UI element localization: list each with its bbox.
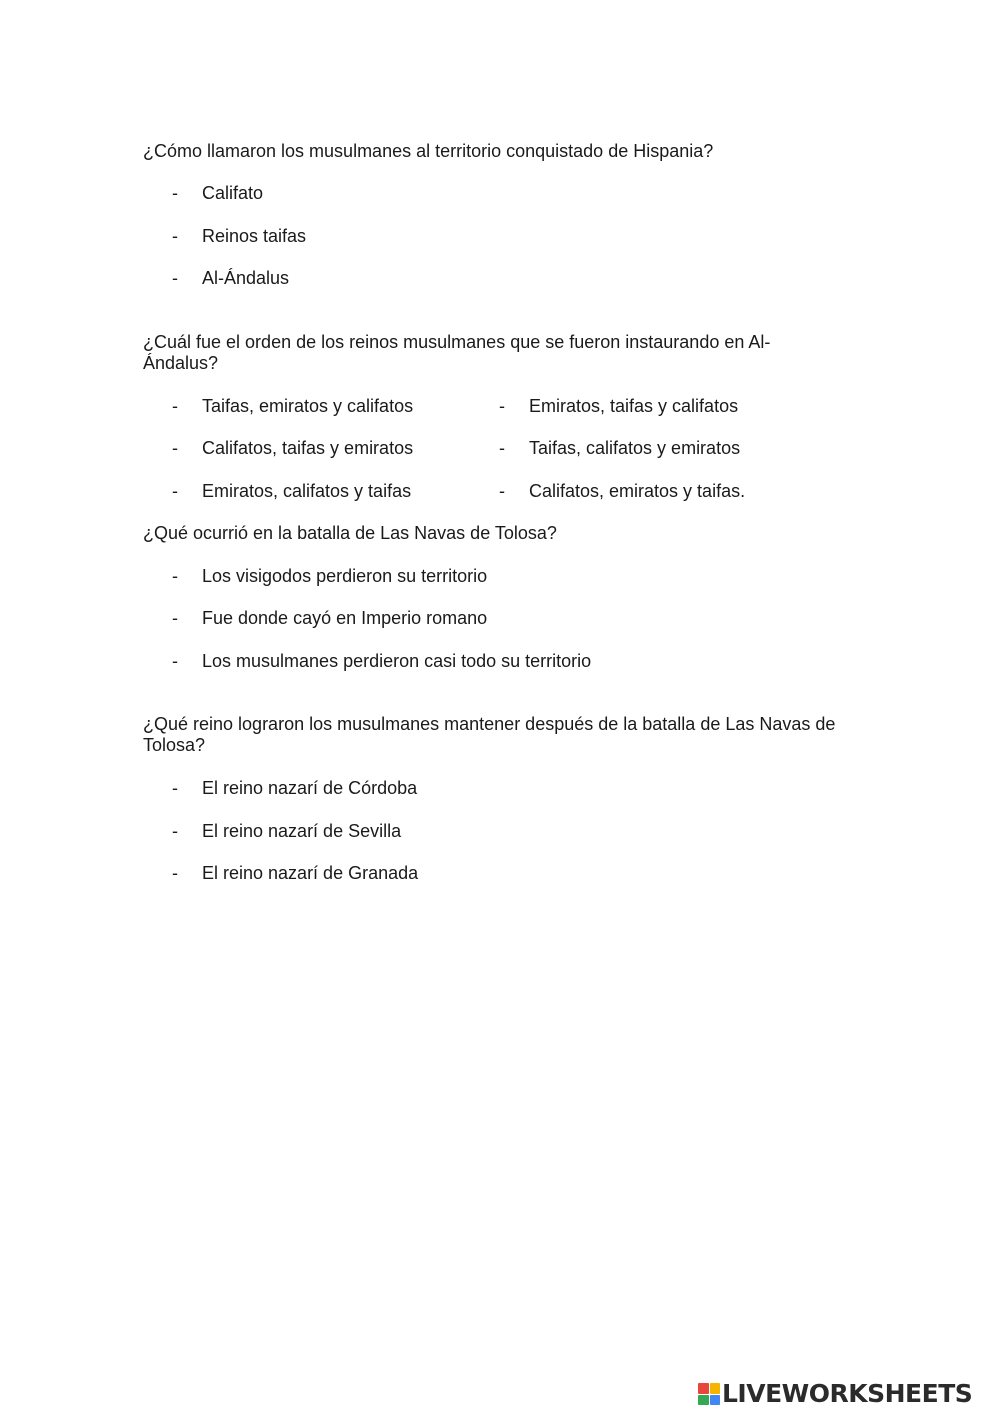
option-label: Califatos, taifas y emiratos xyxy=(202,438,414,458)
logo-text: LIVEWORKSHEETS xyxy=(722,1379,973,1408)
bullet-dash: - xyxy=(172,183,178,203)
option-label: Califato xyxy=(202,183,264,203)
question-3: ¿Qué ocurrió en la batalla de Las Navas de Tolosa? xyxy=(143,523,557,543)
bullet-dash: - xyxy=(172,268,178,288)
option-label: Fue donde cayó en Imperio romano xyxy=(202,608,488,628)
option-label: Taifas, emiratos y califatos xyxy=(202,396,414,416)
option-label: Los visigodos perdieron su territorio xyxy=(202,566,488,586)
liveworksheets-logo[interactable] xyxy=(698,1379,972,1409)
question-2 xyxy=(143,332,863,374)
question-1: ¿Cómo llamaron los musulmanes al territorio conquistado de Hispania? xyxy=(143,141,714,161)
bullet-dash: - xyxy=(172,438,178,458)
bullet-dash: - xyxy=(172,608,178,628)
question-2-line-1: ¿Cuál fue el orden de los reinos musulmanes que se fueron instaurando en Al- xyxy=(143,332,771,352)
option-label: Al-Ándalus xyxy=(202,268,290,288)
question-2-line-2: Ándalus? xyxy=(143,353,219,373)
bullet-dash: - xyxy=(172,778,178,798)
bullet-dash: - xyxy=(172,226,178,246)
option-label: Los musulmanes perdieron casi todo su territorio xyxy=(202,651,592,671)
bullet-dash: - xyxy=(172,863,178,883)
question-4-line-2: Tolosa? xyxy=(143,735,206,755)
option-label: Emiratos, taifas y califatos xyxy=(529,396,739,416)
bullet-dash: - xyxy=(499,396,505,416)
option-label: El reino nazarí de Córdoba xyxy=(202,778,418,798)
question-4-line-1: ¿Qué reino lograron los musulmanes mantener después de la batalla de Las Navas de xyxy=(143,714,836,734)
logo-square-red xyxy=(698,1383,709,1394)
option-label: El reino nazarí de Granada xyxy=(202,863,419,883)
option-label: El reino nazarí de Sevilla xyxy=(202,821,402,841)
logo-square-yellow xyxy=(710,1383,721,1394)
bullet-dash: - xyxy=(172,566,178,586)
option-label: Emiratos, califatos y taifas xyxy=(202,481,412,501)
question-4 xyxy=(143,714,863,756)
option-label: Califatos, emiratos y taifas. xyxy=(529,481,746,501)
logo-square-green xyxy=(698,1395,709,1406)
bullet-dash: - xyxy=(172,396,178,416)
bullet-dash: - xyxy=(499,438,505,458)
liveworksheets-logo-icon xyxy=(698,1383,720,1405)
option-label: Reinos taifas xyxy=(202,226,307,246)
bullet-dash: - xyxy=(172,481,178,501)
option-label: Taifas, califatos y emiratos xyxy=(529,438,741,458)
bullet-dash: - xyxy=(172,651,178,671)
bullet-dash: - xyxy=(172,821,178,841)
logo-square-blue xyxy=(710,1395,721,1406)
bullet-dash: - xyxy=(499,481,505,501)
